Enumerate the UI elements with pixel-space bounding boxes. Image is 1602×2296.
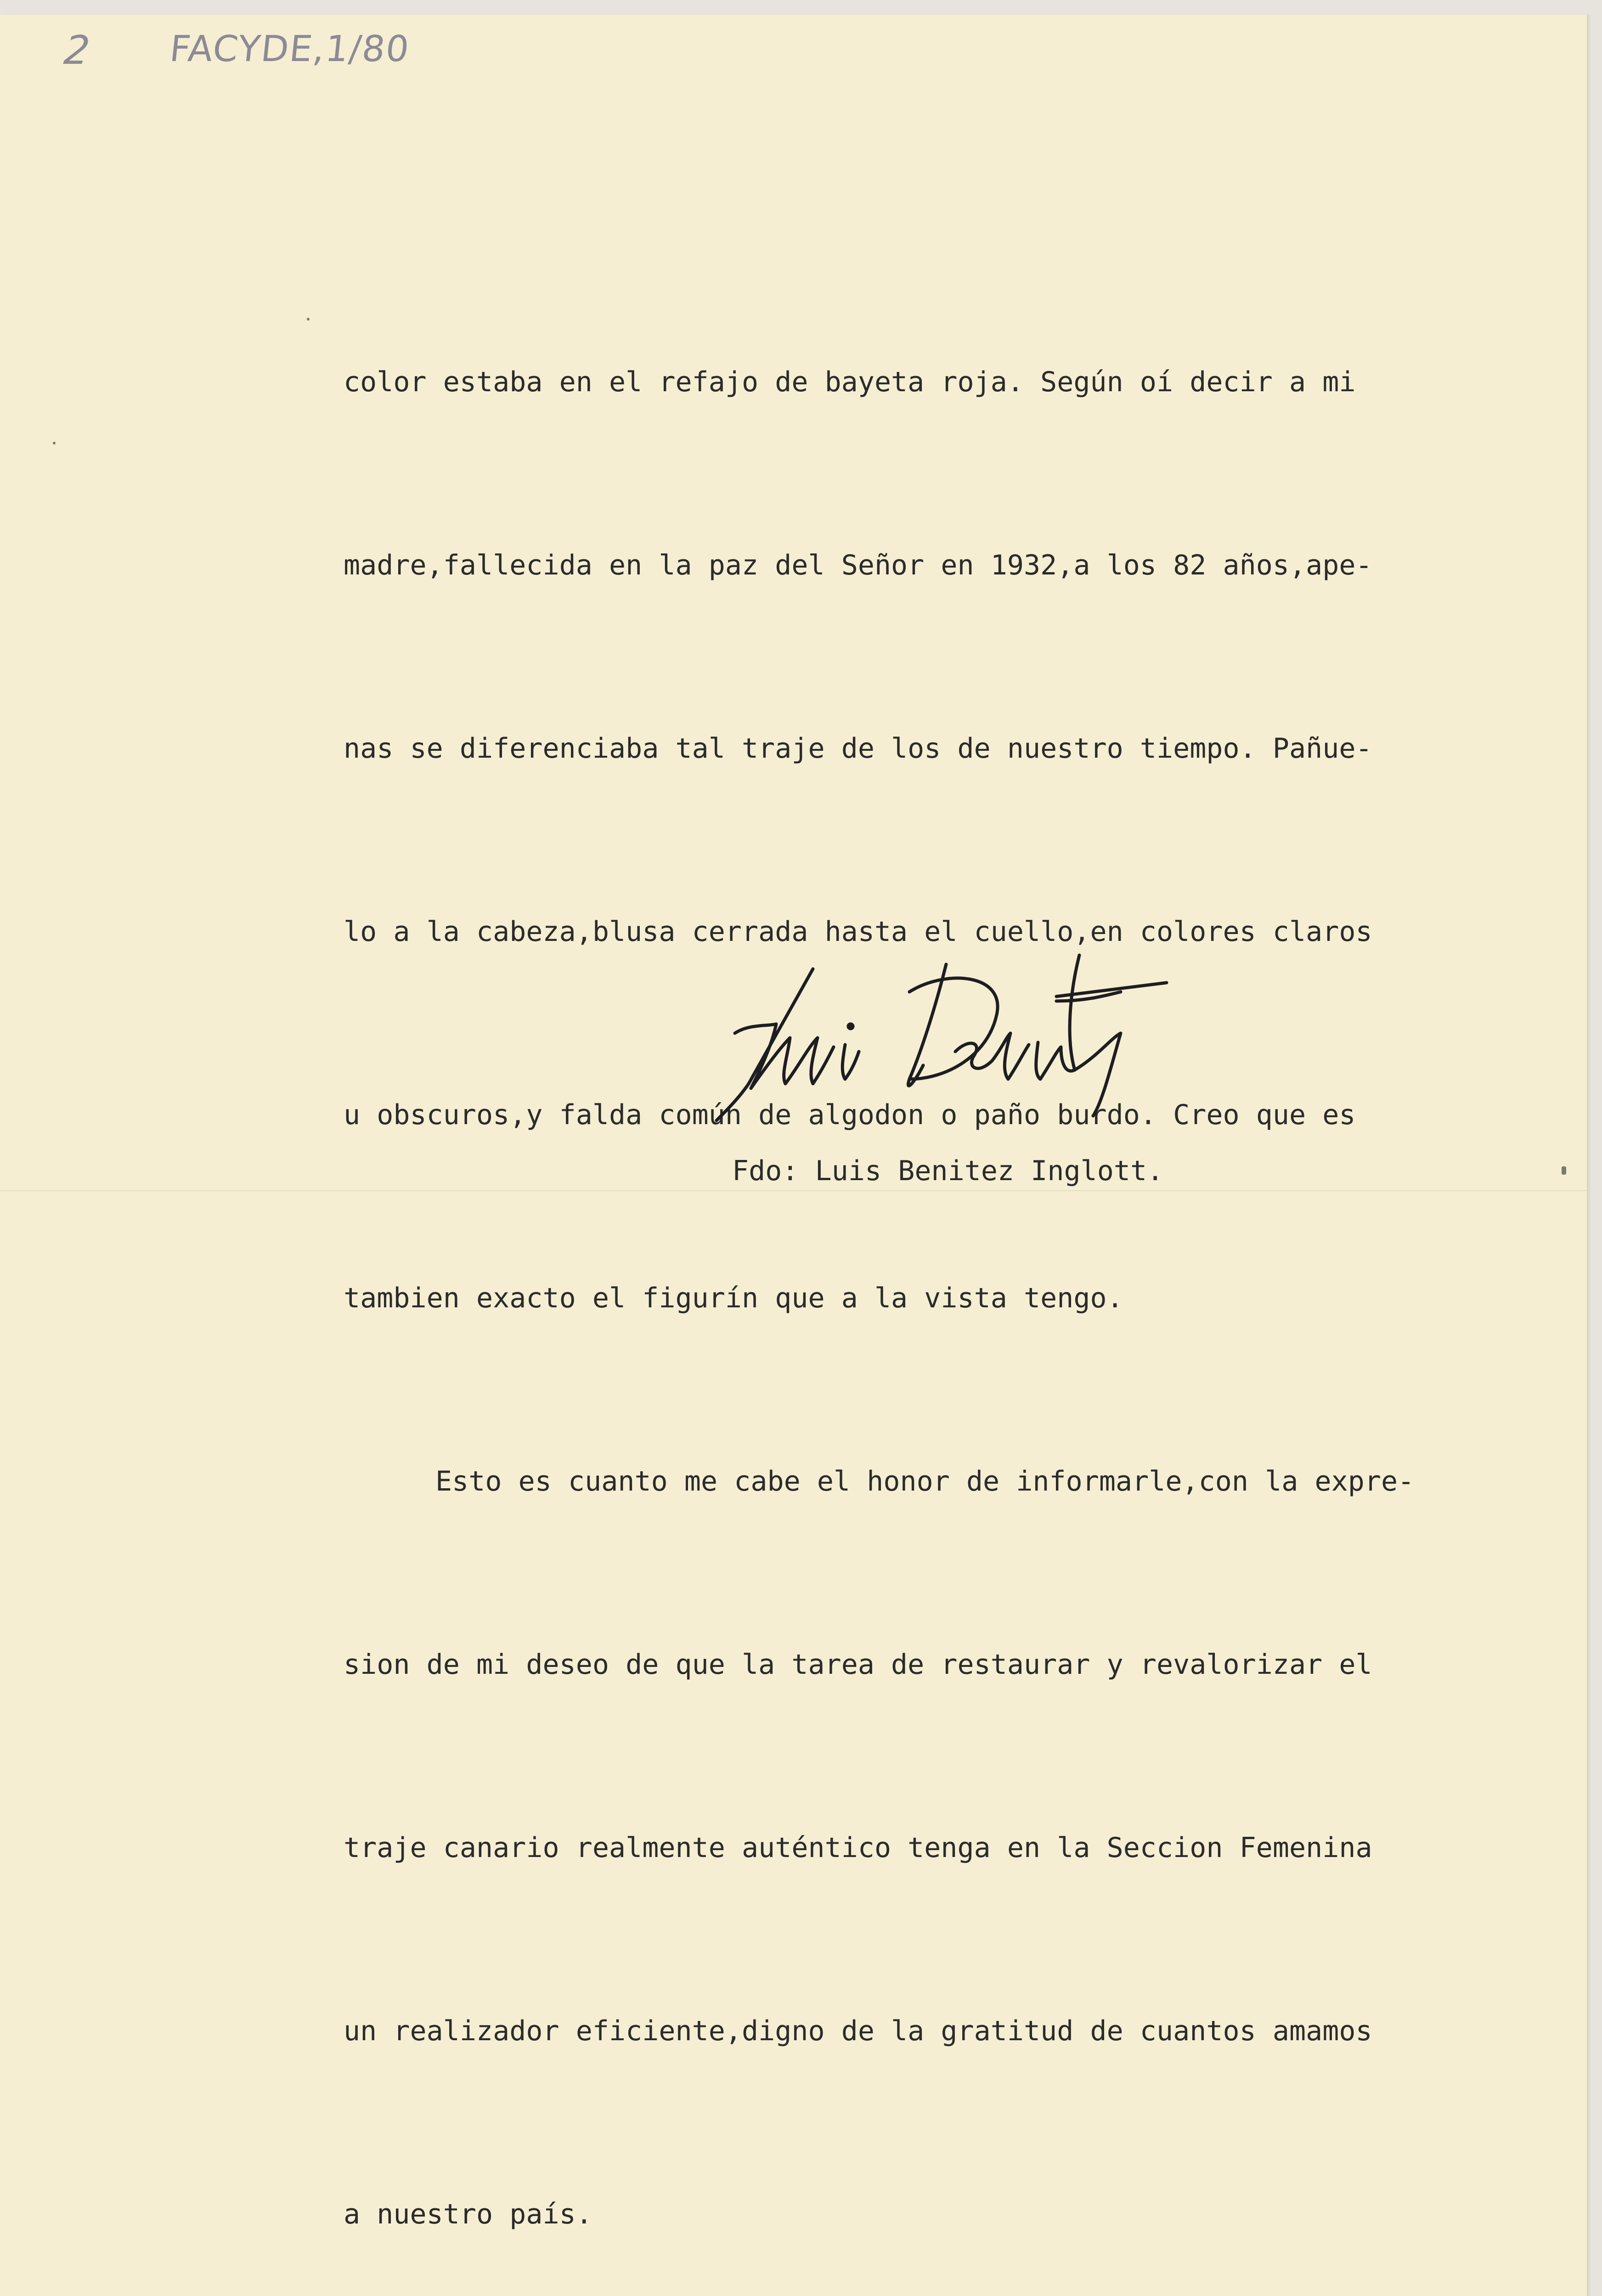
letter-line: color estaba en el refajo de bayeta roja. Según oí decir a mi [344, 366, 1356, 398]
letter-line: u obscuros,y falda común de algodon o paño burdo. Creo que es [344, 1099, 1356, 1131]
letter-line: madre,fallecida en la paz del Señor en 1932,a los 82 años,ape- [344, 549, 1372, 581]
letter-line: Esto es cuanto me cabe el honor de informarle,con la expre- [435, 1465, 1415, 1497]
letter-line: lo a la cabeza,blusa cerrada hasta el cuello,en colores claros [344, 916, 1372, 948]
letter-line: a nuestro país. [344, 2198, 592, 2230]
letter-line: nas se diferenciaba tal traje de los de nuestro tiempo. Pañue- [344, 732, 1372, 765]
letter-line: sion de mi deseo de que la tarea de restaurar y revalorizar el [344, 1649, 1372, 1681]
letter-line: un realizador eficiente,digno de la gratitud de cuantos amamos [344, 2015, 1372, 2047]
paper-speck [307, 318, 310, 321]
handwritten-signature [707, 946, 1258, 1130]
letter-line: traje canario realmente auténtico tenga en la Seccion Femenina [344, 1832, 1372, 1864]
paper-speck [1562, 1166, 1566, 1175]
paper-speck [53, 442, 56, 445]
signatory-line: Fdo: Luis Benitez Inglott. [732, 1155, 1164, 1187]
letter-line: tambien exacto el figurín que a la vista tengo. [344, 1282, 1123, 1314]
letter-body [344, 230, 1538, 2296]
archive-reference-annotation: FACYDE,1/80 [168, 28, 412, 70]
page-number-annotation: 2 [62, 28, 93, 73]
